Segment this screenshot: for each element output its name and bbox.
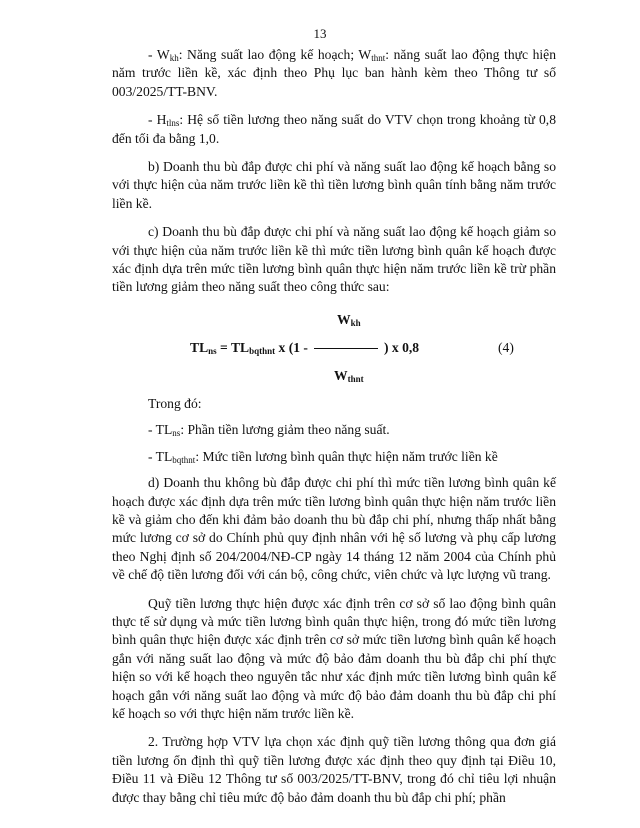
paragraph-b: b) Doanh thu bù đắp được chi phí và năng suất lao động kế hoạch bằng so với thực hiện của năm trước liền kề thì tiền lương bình quân tính bằng năm trước liền kề. xyxy=(112,159,556,211)
paragraph-tlbqthnt-definition: - $TL_{bqthnt}$: Mức tiền lương bình quân thực hiện năm trước liền kề xyxy=(148,448,498,465)
document-body xyxy=(112,46,556,817)
paragraph-d: d) Doanh thu không bù đắp được chi phí thì mức tiền lương bình quân kế hoạch được xác định dựa trên mức tiền lương bình quân thực hiện năm trước liền kề và giảm cho đến khi đảm bảo doanh thu bù đắp chi phí, nhưng thấp nhất bằng mức lương cơ sở do Chính phủ quy định nhân với hệ số lương và phụ cấp lương theo Nghị định số 204/2004/NĐ-CP ngày 14 tháng 12 năm 2004 của Chính phủ về chế độ tiền lương đối với cán bộ, công chức, viên chức và lực lượng vũ trang. xyxy=(112,475,556,583)
formula-4 xyxy=(112,305,556,387)
paragraph-trong-do: Trong đó: xyxy=(148,395,202,411)
paragraph-quy-tien-luong: Quỹ tiền lương thực hiện được xác định trên cơ sở số lao động bình quân thực tế sử dụng và mức tiền lương bình quân thực hiện, trong đó mức tiền lương bình quân thực hiện được xác định trên cơ sở mức tiền lương bình quân kế hoạch gắn với năng suất lao động và mức độ bảo đảm doanh thu bù đắp chi phí thực hiện so với kế hoạch theo nguyên tắc như xác định mức tiền lương bình quân kế hoạch gắn với năng suất lao động và mức độ bảo đảm doanh thu bù đắp chi phí kế hoạch so với thực hiện năm trước liền kề. xyxy=(112,595,556,721)
paragraph-2: 2. Trường hợp VTV lựa chọn xác định quỹ tiền lương thông qua đơn giá tiền lương ổn định thì quỹ tiền lương được xác định theo quy định tại Điều 10, Điều 11 và Điều 12 Thông tư số 003/2025/TT-BNV, trong đó chỉ tiêu lợi nhuận được thay bằng chỉ tiêu mức độ bảo đảm doanh thu bù đắp chi phí; phần xyxy=(112,734,556,805)
formula-denominator: $W_{thnt}$ xyxy=(334,367,364,384)
formula-numerator: $W_{kh}$ xyxy=(337,311,361,328)
formula-main-line: $TL_{ns} = TL_{bqthnt}$ x (1 - ) x 0,8 xyxy=(190,339,420,356)
paragraph-tlns-definition: - $TL_{ns}$: Phần tiền lương giảm theo năng suất. xyxy=(148,422,390,439)
paragraph-wkh-definition: - $W_{kh}$: Năng suất lao động kế hoạch; $W_{thnt}$: năng suất lao động thực hiện năm trước liền kề, xác định theo Phụ lục ban hành kèm theo Thông tư số 003/2025/TT-BNV. xyxy=(112,47,556,99)
page-number: 13 xyxy=(313,26,327,41)
fraction-bar xyxy=(314,348,378,349)
paragraph-htlns-definition: - $H_{tlns}$: Hệ số tiền lương theo năng suất do VTV chọn trong khoảng từ 0,8 đến tối đa bằng 1,0. xyxy=(112,112,556,146)
formula-number: (4) xyxy=(498,339,514,355)
paragraph-c: c) Doanh thu bù đắp được chi phí và năng suất lao động kế hoạch giảm so với thực hiện của năm trước liền kề thì mức tiền lương bình quân kế hoạch được xác định dựa trên mức tiền lương bình quân thực hiện năm trước liền kề trừ phần tiền lương giảm theo năng suất theo công thức sau: xyxy=(112,224,556,295)
